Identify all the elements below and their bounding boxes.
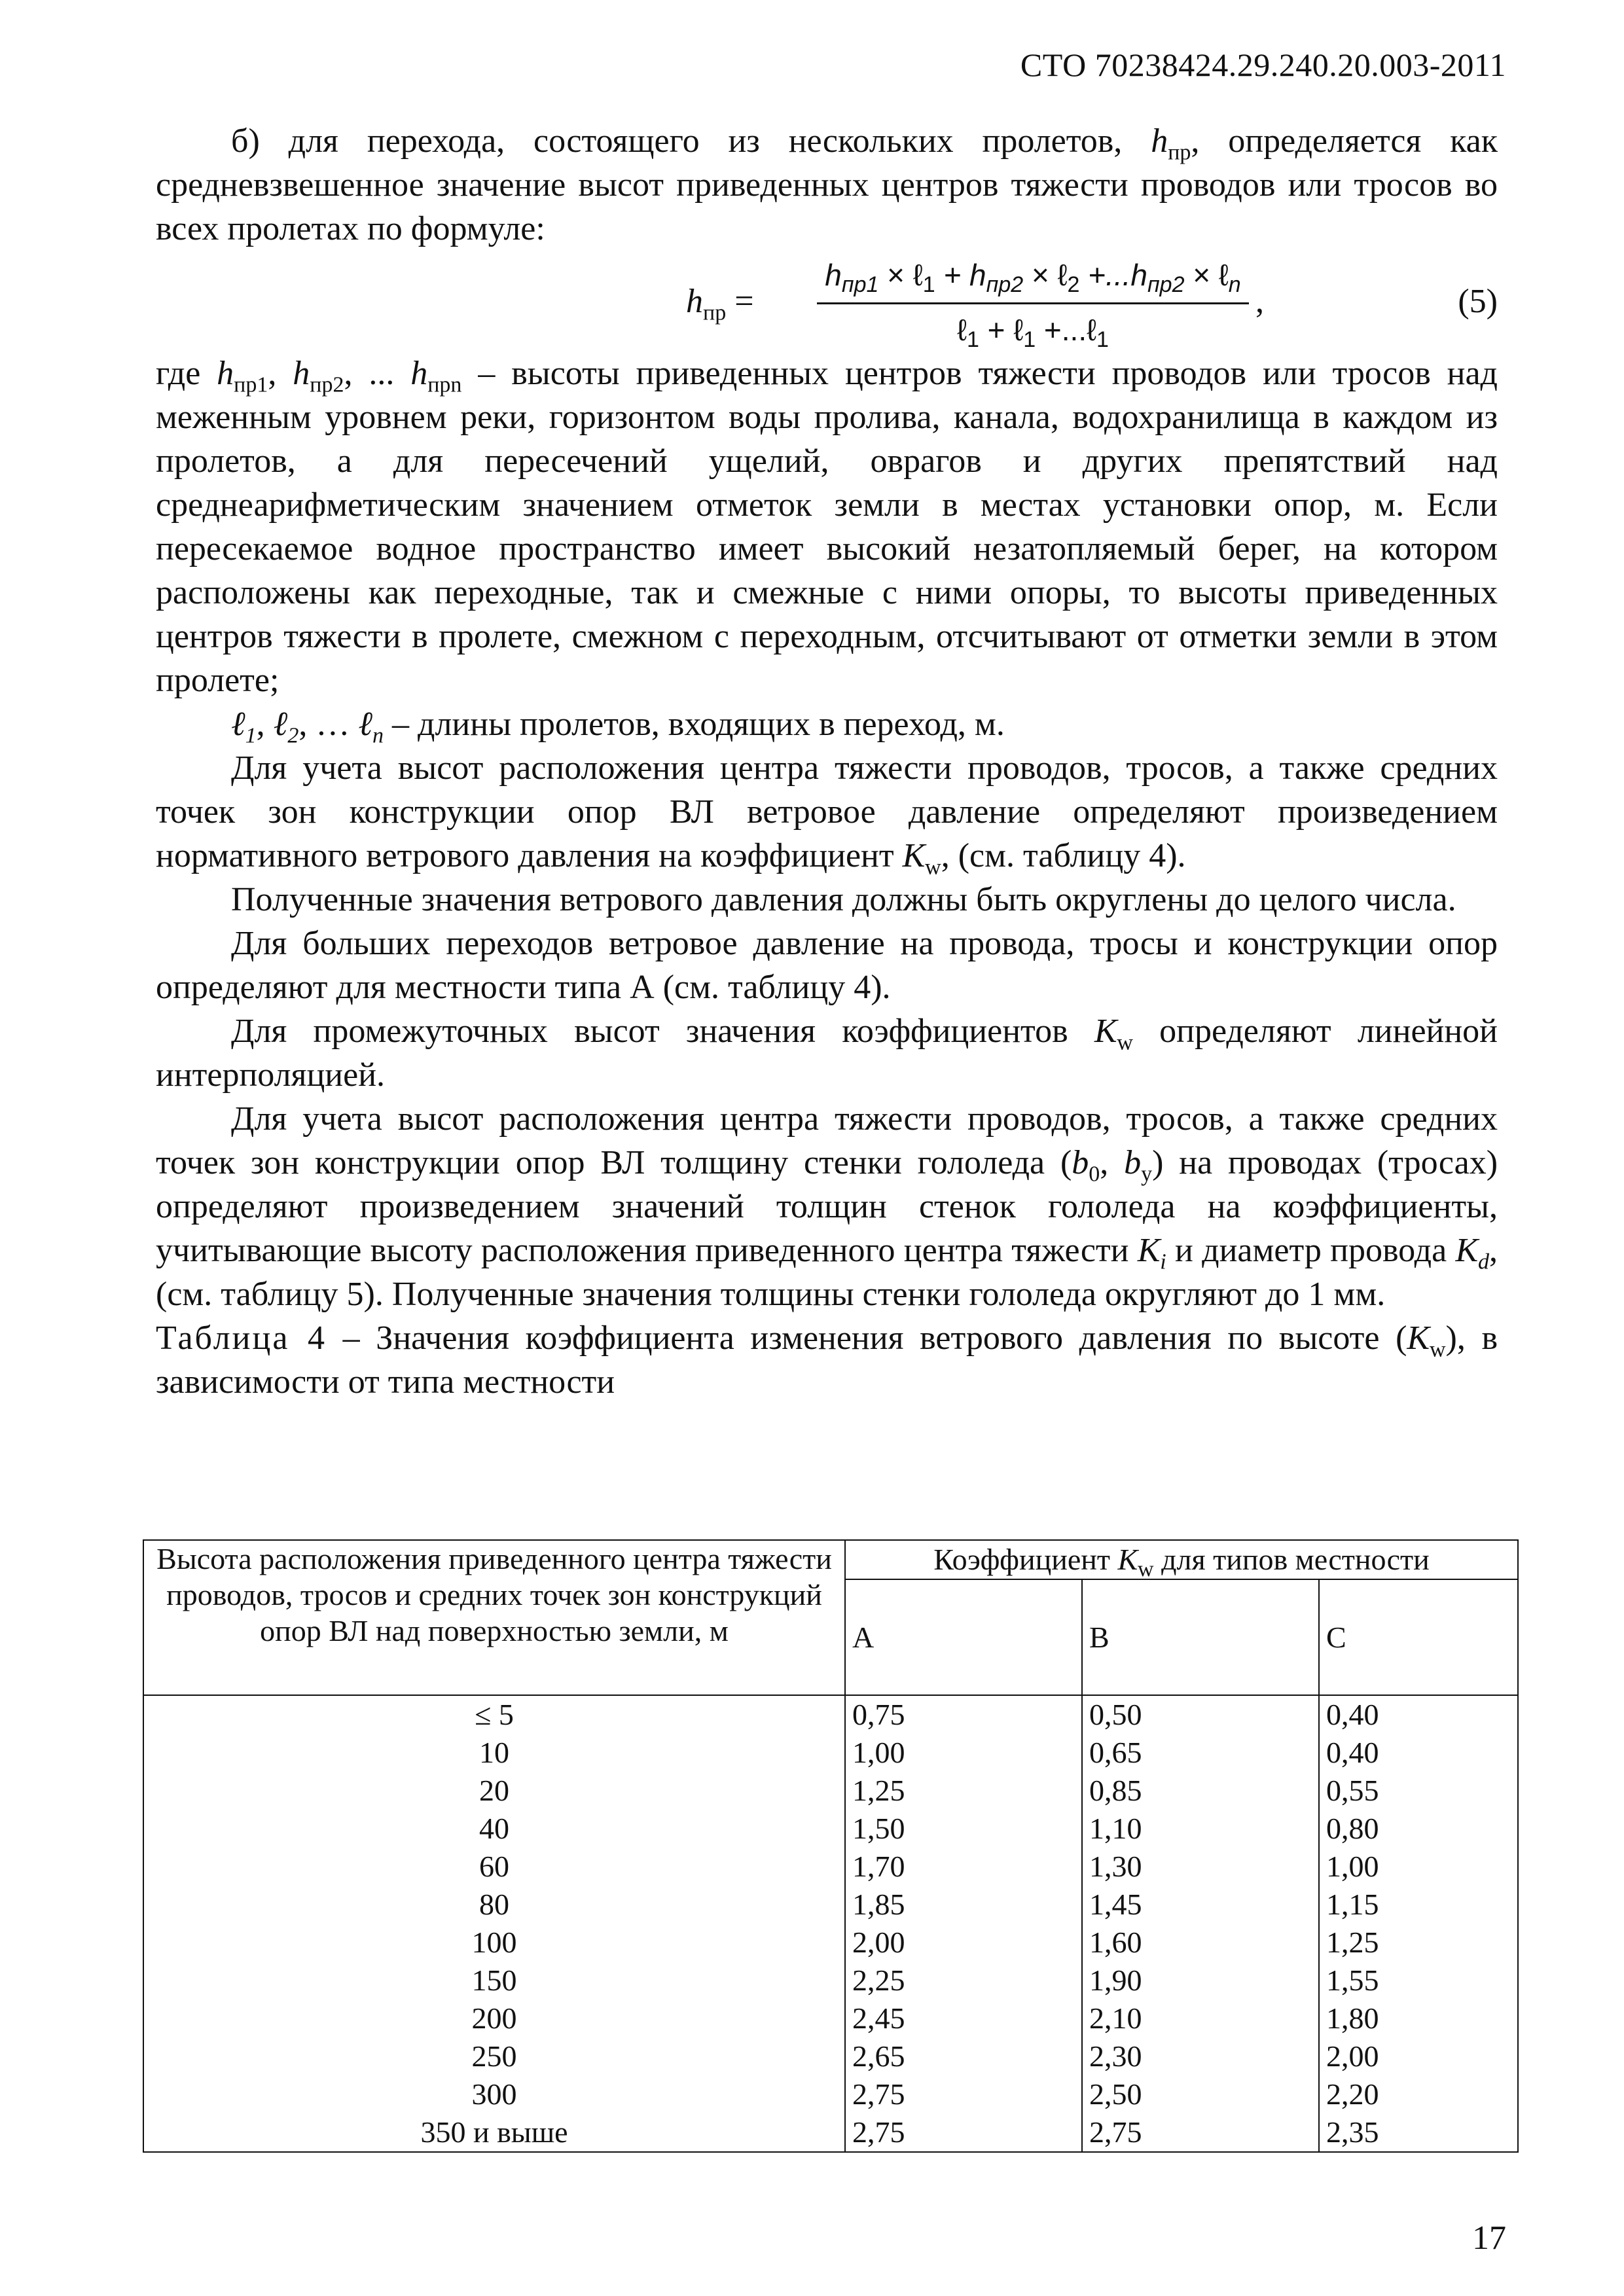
- text: , …: [298, 706, 359, 743]
- table-cell: 10: [479, 1736, 509, 1769]
- body-text: [156, 119, 1498, 1404]
- subscript: n: [1228, 272, 1241, 298]
- paragraph-2: Полученные значения ветрового давления должны быть округлены до целого числа.: [231, 881, 1456, 918]
- symbol-ell: ℓ: [273, 704, 288, 744]
- formula-5: [156, 253, 1498, 351]
- column-b-values: [1082, 1695, 1319, 2152]
- symbol: × ℓ: [1184, 258, 1229, 292]
- subscript: 1: [245, 723, 257, 748]
- subscript: 0: [1089, 1162, 1100, 1187]
- table-cell: 1,55: [1326, 1964, 1379, 1997]
- subscript: w: [1429, 1337, 1446, 1362]
- subscript: 1: [966, 327, 979, 353]
- text: ) на проводах (тросах) определяют произведением значений толщин стенок гололеда на коэффициенты, учитывающие высоту расположения приведенного центра тяжести: [156, 1144, 1498, 1269]
- symbol: × ℓ: [878, 258, 923, 292]
- table-cell: 300: [471, 2077, 517, 2111]
- table-cell: 0,65: [1089, 1736, 1142, 1769]
- column-a-values: [845, 1695, 1082, 2152]
- subscript: 1: [1096, 327, 1109, 353]
- paragraph-4: [156, 1009, 1498, 1097]
- formula-comma: ,: [1255, 283, 1264, 320]
- header-coefficient: [845, 1540, 1518, 1582]
- symbol-k: К: [1094, 1013, 1117, 1050]
- table-cell: 1,25: [852, 1774, 905, 1807]
- table-cell: 0,50: [1089, 1698, 1142, 1731]
- subscript: пр: [703, 300, 727, 325]
- subscript: w: [1138, 1557, 1154, 1582]
- text: , (см. таблицу 4).: [941, 837, 1186, 874]
- table-cell: 150: [471, 1964, 517, 1997]
- table-cell: ≤ 5: [475, 1698, 514, 1731]
- symbol-k: К: [1455, 1232, 1479, 1269]
- symbol-h: h: [1151, 122, 1168, 160]
- subscript: w: [925, 855, 941, 880]
- subscript: 1: [922, 272, 935, 298]
- table-body-row: [143, 1695, 1518, 2152]
- subscript: пр1: [234, 372, 268, 397]
- symbol: + ℓ: [979, 313, 1024, 347]
- subscript: пр1: [841, 272, 879, 298]
- table-cell: 1,60: [1089, 1926, 1142, 1959]
- paragraph-5: [156, 1097, 1498, 1316]
- subscript: w: [1117, 1030, 1133, 1055]
- text: ,: [1100, 1144, 1125, 1181]
- table-cell: 1,70: [852, 1850, 905, 1883]
- table-cell: 1,85: [852, 1888, 905, 1921]
- symbol-k: К: [902, 837, 926, 874]
- table-header-row: [143, 1540, 1518, 1579]
- header-height: Высота расположения приведенного центра тяжести проводов, тросов и средних точек зон конструкций опор ВЛ над поверхностью земли, м: [143, 1540, 845, 1695]
- table-cell: 2,35: [1326, 2115, 1379, 2149]
- symbol-k: К: [1137, 1232, 1161, 1269]
- text: Для учета высот расположения центра тяжести проводов, тросов, а также средних точек зон конструкции опор ВЛ толщину стенки гололеда (: [156, 1100, 1498, 1181]
- formula-denominator: [817, 304, 1249, 352]
- table-cell: 1,00: [852, 1736, 905, 1769]
- table-cell: 2,30: [1089, 2039, 1142, 2073]
- text: Коэффициент: [933, 1543, 1118, 1576]
- heights-column: [143, 1695, 845, 2152]
- table-cell: 2,00: [1326, 2039, 1379, 2073]
- table-cell: 0,85: [1089, 1774, 1142, 1807]
- table-cell: 0,55: [1326, 1774, 1379, 1807]
- table-cell: 2,00: [852, 1926, 905, 1959]
- table-cell: 80: [479, 1888, 509, 1921]
- text: ,: [268, 355, 293, 392]
- subscript: пр2: [1147, 272, 1185, 298]
- symbol: × ℓ: [1023, 258, 1068, 292]
- symbol-k: К: [1117, 1543, 1138, 1576]
- subscript: 2: [287, 723, 299, 748]
- text: ), в зависимости от типа местности: [156, 1319, 1498, 1401]
- paragraph-3: Для больших переходов ветровое давление на провода, тросы и конструкции опор определяют для местности типа А (см. таблицу 4).: [156, 925, 1498, 1006]
- text: для типов местности: [1153, 1543, 1430, 1576]
- subscript: пр2: [986, 272, 1024, 298]
- header-col-c: С: [1319, 1579, 1518, 1695]
- table-cell: 2,75: [1089, 2115, 1142, 2149]
- table-cell: 1,10: [1089, 1812, 1142, 1845]
- paragraph-b: [156, 119, 1498, 251]
- symbol-k: К: [1407, 1319, 1430, 1357]
- table-cell: 2,25: [852, 1964, 905, 1997]
- table-cell: 2,50: [1089, 2077, 1142, 2111]
- table-cell: 2,20: [1326, 2077, 1379, 2111]
- symbol-b: b: [1072, 1144, 1089, 1181]
- table-cell: 1,45: [1089, 1888, 1142, 1921]
- text: , ...: [344, 355, 411, 392]
- table-cell: 0,40: [1326, 1698, 1379, 1731]
- table-caption: [156, 1316, 1498, 1404]
- formula-number: (5): [1458, 283, 1498, 320]
- paragraph-1: [156, 746, 1498, 878]
- subscript: i: [1160, 1249, 1166, 1274]
- text: Для промежуточных высот значения коэффициентов: [231, 1013, 1094, 1050]
- paragraph-where: [156, 351, 1498, 702]
- text: , определяется как средневзвешенное значение высот приведенных центров тяжести проводов или тросов во всех пролетах по формуле:: [156, 122, 1498, 247]
- text: – Значения коэффициента изменения ветрового давления по высоте (: [327, 1319, 1407, 1357]
- symbol-ell: ℓ: [231, 704, 245, 744]
- formula-numerator: [817, 253, 1249, 304]
- table-cell: 2,75: [852, 2077, 905, 2111]
- table-cell: 350 и выше: [420, 2115, 568, 2149]
- text: – высоты приведенных центров тяжести проводов или тросов над меженным уровнем реки, горизонтом воды пролива, канала, водохранилища в каждом из пролетов, а для пересечений ущелий, оврагов и других препятствий над среднеарифметическим значением отметок земли в местах установки опор, м. Если пересекаемое водное пространство имеет высокий незатопляемый берег, на котором расположены как переходные, так и смежные с ними опоры, то высоты приведенных центров тяжести в пролете, смежном с переходным, отсчитывают от отметки земли в этом пролете;: [156, 355, 1498, 699]
- text: и диаметр провода: [1166, 1232, 1456, 1269]
- table-cell: 1,15: [1326, 1888, 1379, 1921]
- subscript: 2: [1067, 272, 1080, 298]
- table-cell: 1,90: [1089, 1964, 1142, 1997]
- table-cell: 1,00: [1326, 1850, 1379, 1883]
- symbol-h: h: [410, 355, 428, 392]
- text: где: [156, 355, 217, 392]
- table-cell: 1,30: [1089, 1850, 1142, 1883]
- page-number: 17: [1472, 2219, 1506, 2257]
- table-cell: 1,80: [1326, 2001, 1379, 2035]
- header-col-a: А: [845, 1579, 1082, 1695]
- table-cell: 40: [479, 1812, 509, 1845]
- symbol-ell: ℓ: [358, 704, 373, 744]
- caption-label: Таблица 4: [156, 1319, 327, 1357]
- subscript: прn: [427, 372, 462, 397]
- table-cell: 0,40: [1326, 1736, 1379, 1769]
- text: ,: [256, 706, 274, 743]
- text: , (см. таблицу 5). Полученные значения толщины стенки гололеда округляют до 1 мм.: [156, 1232, 1498, 1313]
- subscript: n: [372, 723, 384, 748]
- symbol-h: h: [293, 355, 310, 392]
- subscript: пр2: [310, 372, 344, 397]
- table-cell: 1,50: [852, 1812, 905, 1845]
- table-cell: 200: [471, 2001, 517, 2035]
- formula-lhs: [686, 279, 754, 323]
- symbol-h: h: [686, 283, 703, 320]
- table-cell: 100: [471, 1926, 517, 1959]
- paragraph-span-lengths: [156, 702, 1498, 746]
- table-cell: 2,10: [1089, 2001, 1142, 2035]
- symbol: +...h: [1079, 258, 1147, 292]
- subscript: у: [1141, 1162, 1153, 1187]
- table-cell: 0,80: [1326, 1812, 1379, 1845]
- text: определяют линейной интерполяцией.: [156, 1013, 1498, 1094]
- subscript: пр: [1168, 140, 1191, 165]
- table-cell: 2,65: [852, 2039, 905, 2073]
- subscript: 1: [1023, 327, 1036, 353]
- text: Для учета высот расположения центра тяжести проводов, тросов, а также средних точек зон конструкции опор ВЛ ветровое давление определяют произведением нормативного ветрового давления на коэффициент: [156, 749, 1498, 874]
- document-header: СТО 70238424.29.240.20.003-2011: [1020, 46, 1506, 83]
- header-col-b: В: [1082, 1579, 1319, 1695]
- table-cell: 0,75: [852, 1698, 905, 1731]
- table-cell: 250: [471, 2039, 517, 2073]
- subscript: d: [1478, 1249, 1490, 1274]
- table-cell: 60: [479, 1850, 509, 1883]
- coefficient-table: [143, 1539, 1519, 2153]
- table-cell: 1,25: [1326, 1926, 1379, 1959]
- text: – длины пролетов, входящих в переход, м.: [384, 706, 1005, 743]
- symbol-h: h: [217, 355, 234, 392]
- table-cell: 20: [479, 1774, 509, 1807]
- table-cell: 2,45: [852, 2001, 905, 2035]
- equals-sign: =: [726, 283, 754, 320]
- formula-fraction: [817, 253, 1249, 352]
- symbol: +...ℓ: [1036, 313, 1096, 347]
- text: б) для перехода, состоящего из нескольких пролетов,: [231, 122, 1151, 160]
- symbol: ℓ: [957, 313, 967, 347]
- symbol: h: [825, 258, 842, 292]
- column-c-values: [1319, 1695, 1518, 2152]
- symbol: + h: [935, 258, 986, 292]
- table-cell: 2,75: [852, 2115, 905, 2149]
- symbol-b: b: [1124, 1144, 1142, 1181]
